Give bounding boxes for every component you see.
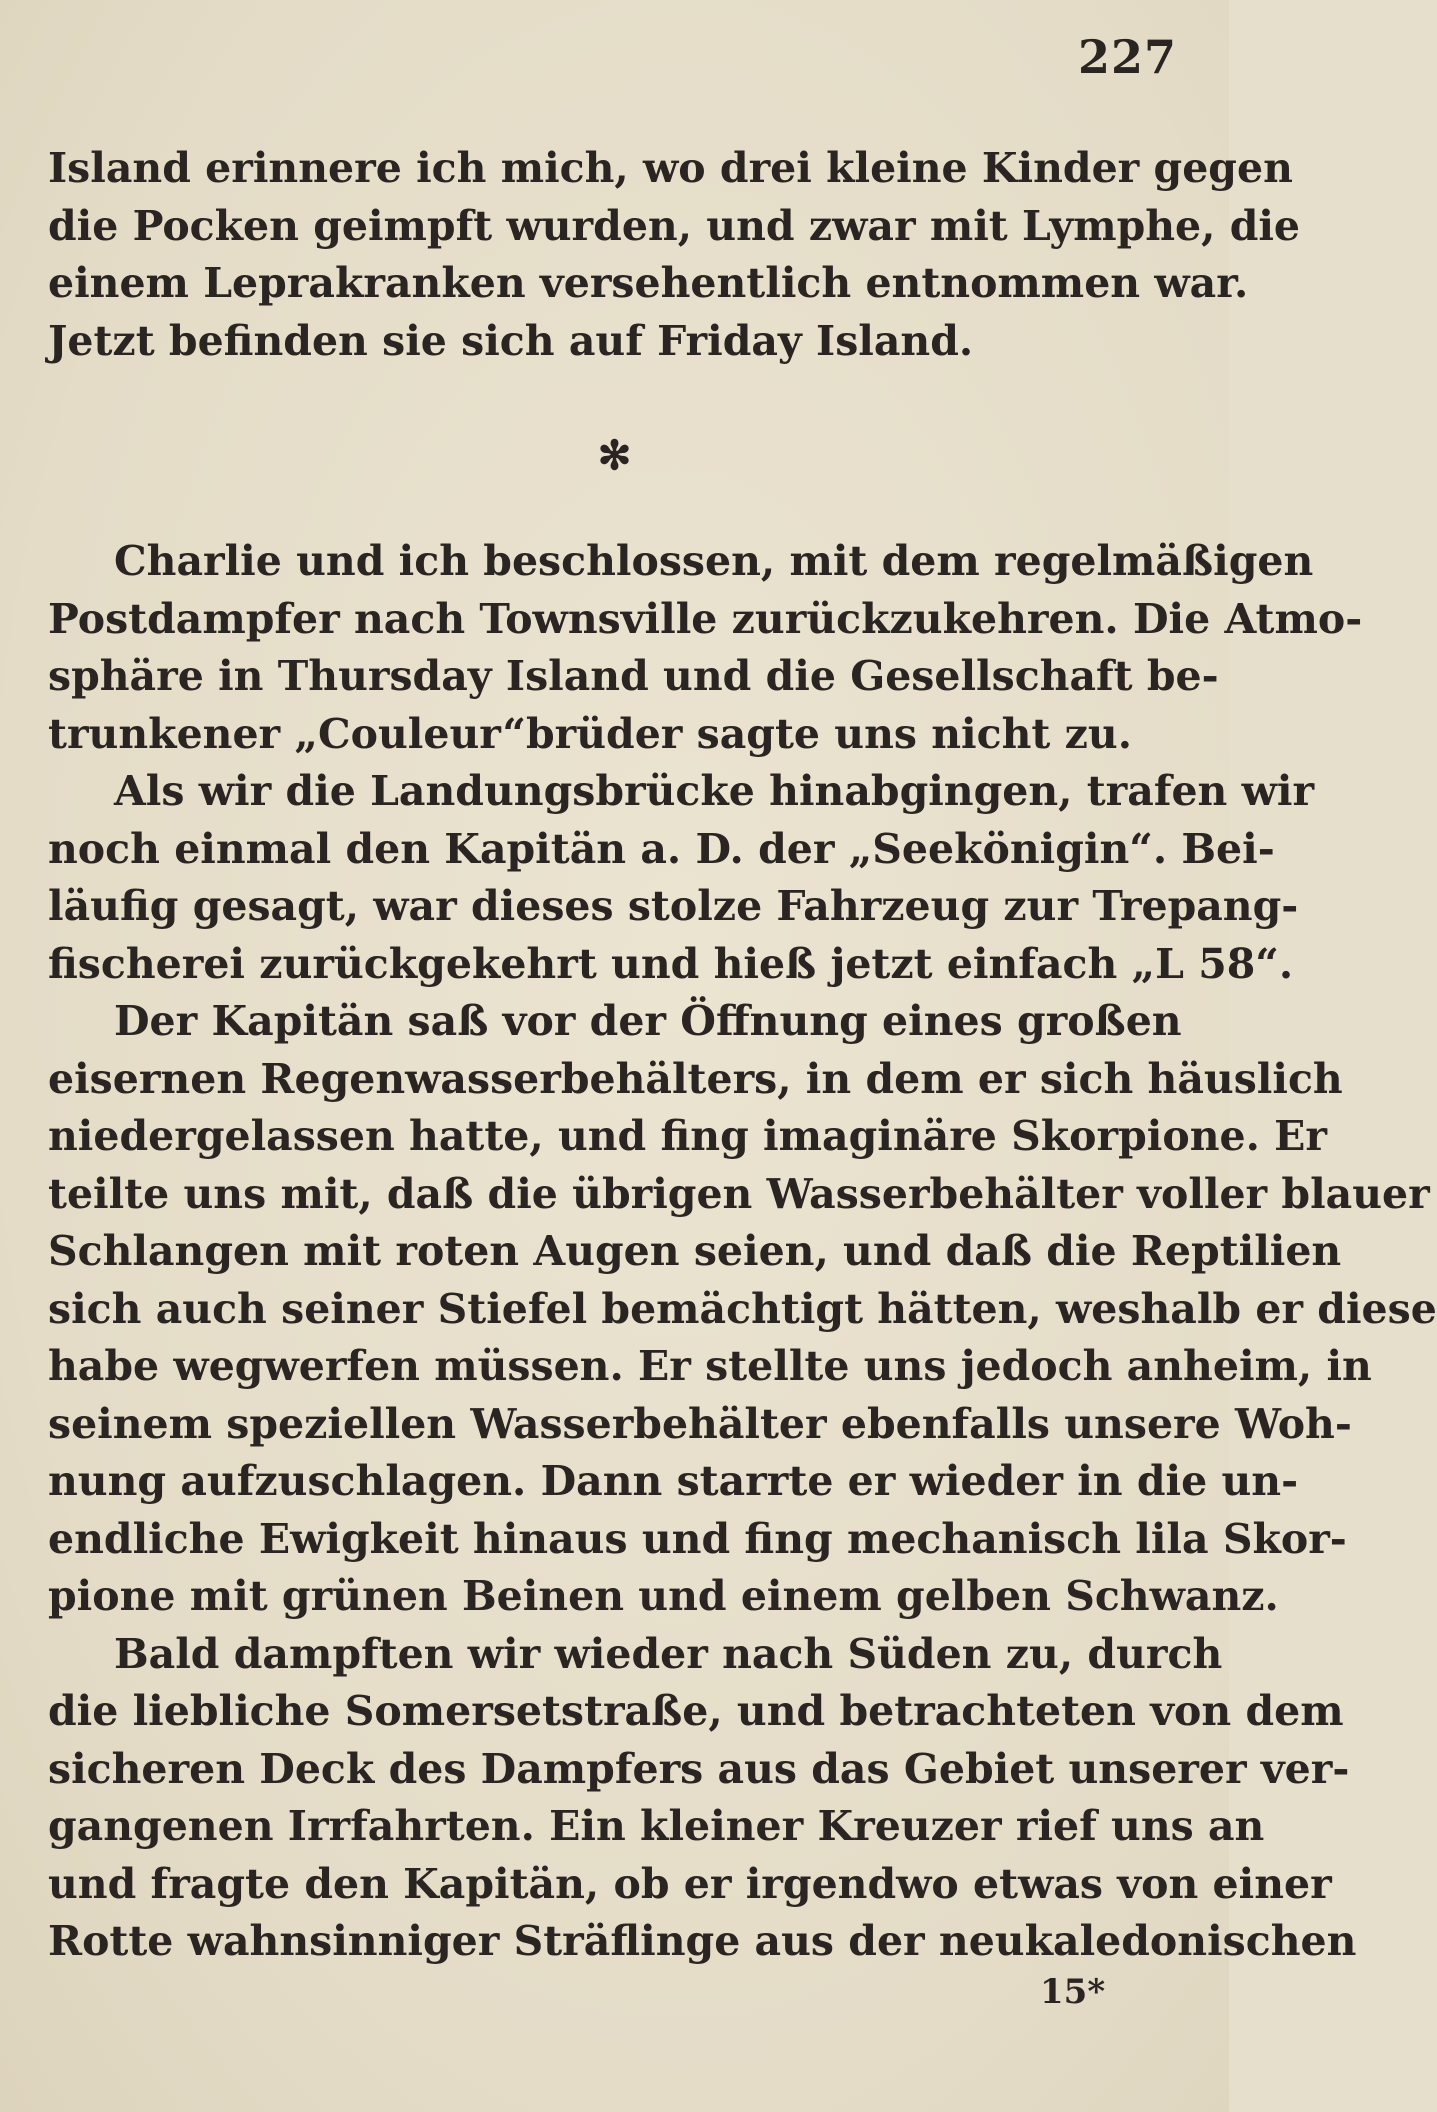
- text-line: Schlangen mit roten Augen seien, und daß die Reptilien: [48, 1227, 1342, 1275]
- text-line: sich auch seiner Stiefel bemächtigt hätten, weshalb er diese: [48, 1284, 1437, 1333]
- text-line: seinem speziellen Wasserbehälter ebenfalls unsere Woh-: [48, 1399, 1352, 1448]
- printer-signature-mark: 15*: [1040, 1972, 1106, 2012]
- text-line: teilte uns mit, daß die übrigen Wasserbehälter voller blauer: [48, 1169, 1430, 1218]
- text-line: und fragte den Kapitän, ob er irgendwo etwas von einer: [48, 1859, 1332, 1908]
- text-line: eisernen Regenwasserbehälters, in dem er sich häuslich: [48, 1054, 1343, 1103]
- text-line: habe wegwerfen müssen. Er stellte uns jedoch anheim, in: [48, 1342, 1372, 1390]
- text-line: niedergelassen hatte, und fing imaginäre Skorpione. Er: [48, 1112, 1328, 1160]
- text-line: noch einmal den Kapitän a. D. der „Seekönigin“. Bei-: [48, 824, 1275, 873]
- text-line: Charlie und ich beschlossen, mit dem regelmäßigen: [114, 537, 1314, 585]
- text-line: pione mit grünen Beinen und einem gelben Schwanz.: [48, 1572, 1279, 1620]
- text-line: Jetzt befinden sie sich auf Friday Island.: [48, 316, 974, 365]
- text-line: gangenen Irrfahrten. Ein kleiner Kreuzer rief uns an: [48, 1802, 1265, 1850]
- text-line: läufig gesagt, war dieses stolze Fahrzeug zur Trepang-: [48, 882, 1299, 930]
- text-line: sphäre in Thursday Island und die Gesellschaft be-: [48, 652, 1219, 700]
- body-text: [48, 533, 1437, 1971]
- text-line: endliche Ewigkeit hinaus und fing mechanisch lila Skor-: [48, 1514, 1347, 1563]
- text-line: Island erinnere ich mich, wo drei kleine Kinder gegen: [48, 144, 1293, 192]
- text-line: die Pocken geimpft wurden, und zwar mit Lymphe, die: [48, 201, 1301, 250]
- text-line: einem Leprakranken versehentlich entnommen war.: [48, 259, 1249, 307]
- paragraph-continuation: [48, 140, 1301, 370]
- text-line: sicheren Deck des Dampfers aus das Gebiet unserer ver-: [48, 1744, 1350, 1793]
- text-line: Der Kapitän saß vor der Öffnung eines großen: [114, 997, 1182, 1045]
- text-line: fischerei zurückgekehrt und hieß jetzt einfach „L 58“.: [48, 939, 1294, 988]
- text-line: Rotte wahnsinniger Sträflinge aus der neukaledonischen: [48, 1917, 1357, 1965]
- text-line: trunkener „Couleur“brüder sagte uns nicht zu.: [48, 709, 1132, 758]
- section-separator-asterism: ✻: [597, 432, 632, 479]
- text-line: Als wir die Landungsbrücke hinabgingen, trafen wir: [114, 767, 1315, 815]
- text-line: die liebliche Somersetstraße, und betrachteten von dem: [48, 1687, 1344, 1735]
- page-number: 227: [1077, 30, 1177, 84]
- text-line: nung aufzuschlagen. Dann starrte er wieder in die un-: [48, 1457, 1299, 1505]
- text-line: Bald dampften wir wieder nach Süden zu, durch: [114, 1629, 1223, 1678]
- text-line: Postdampfer nach Townsville zurückzukehren. Die Atmo-: [48, 594, 1363, 643]
